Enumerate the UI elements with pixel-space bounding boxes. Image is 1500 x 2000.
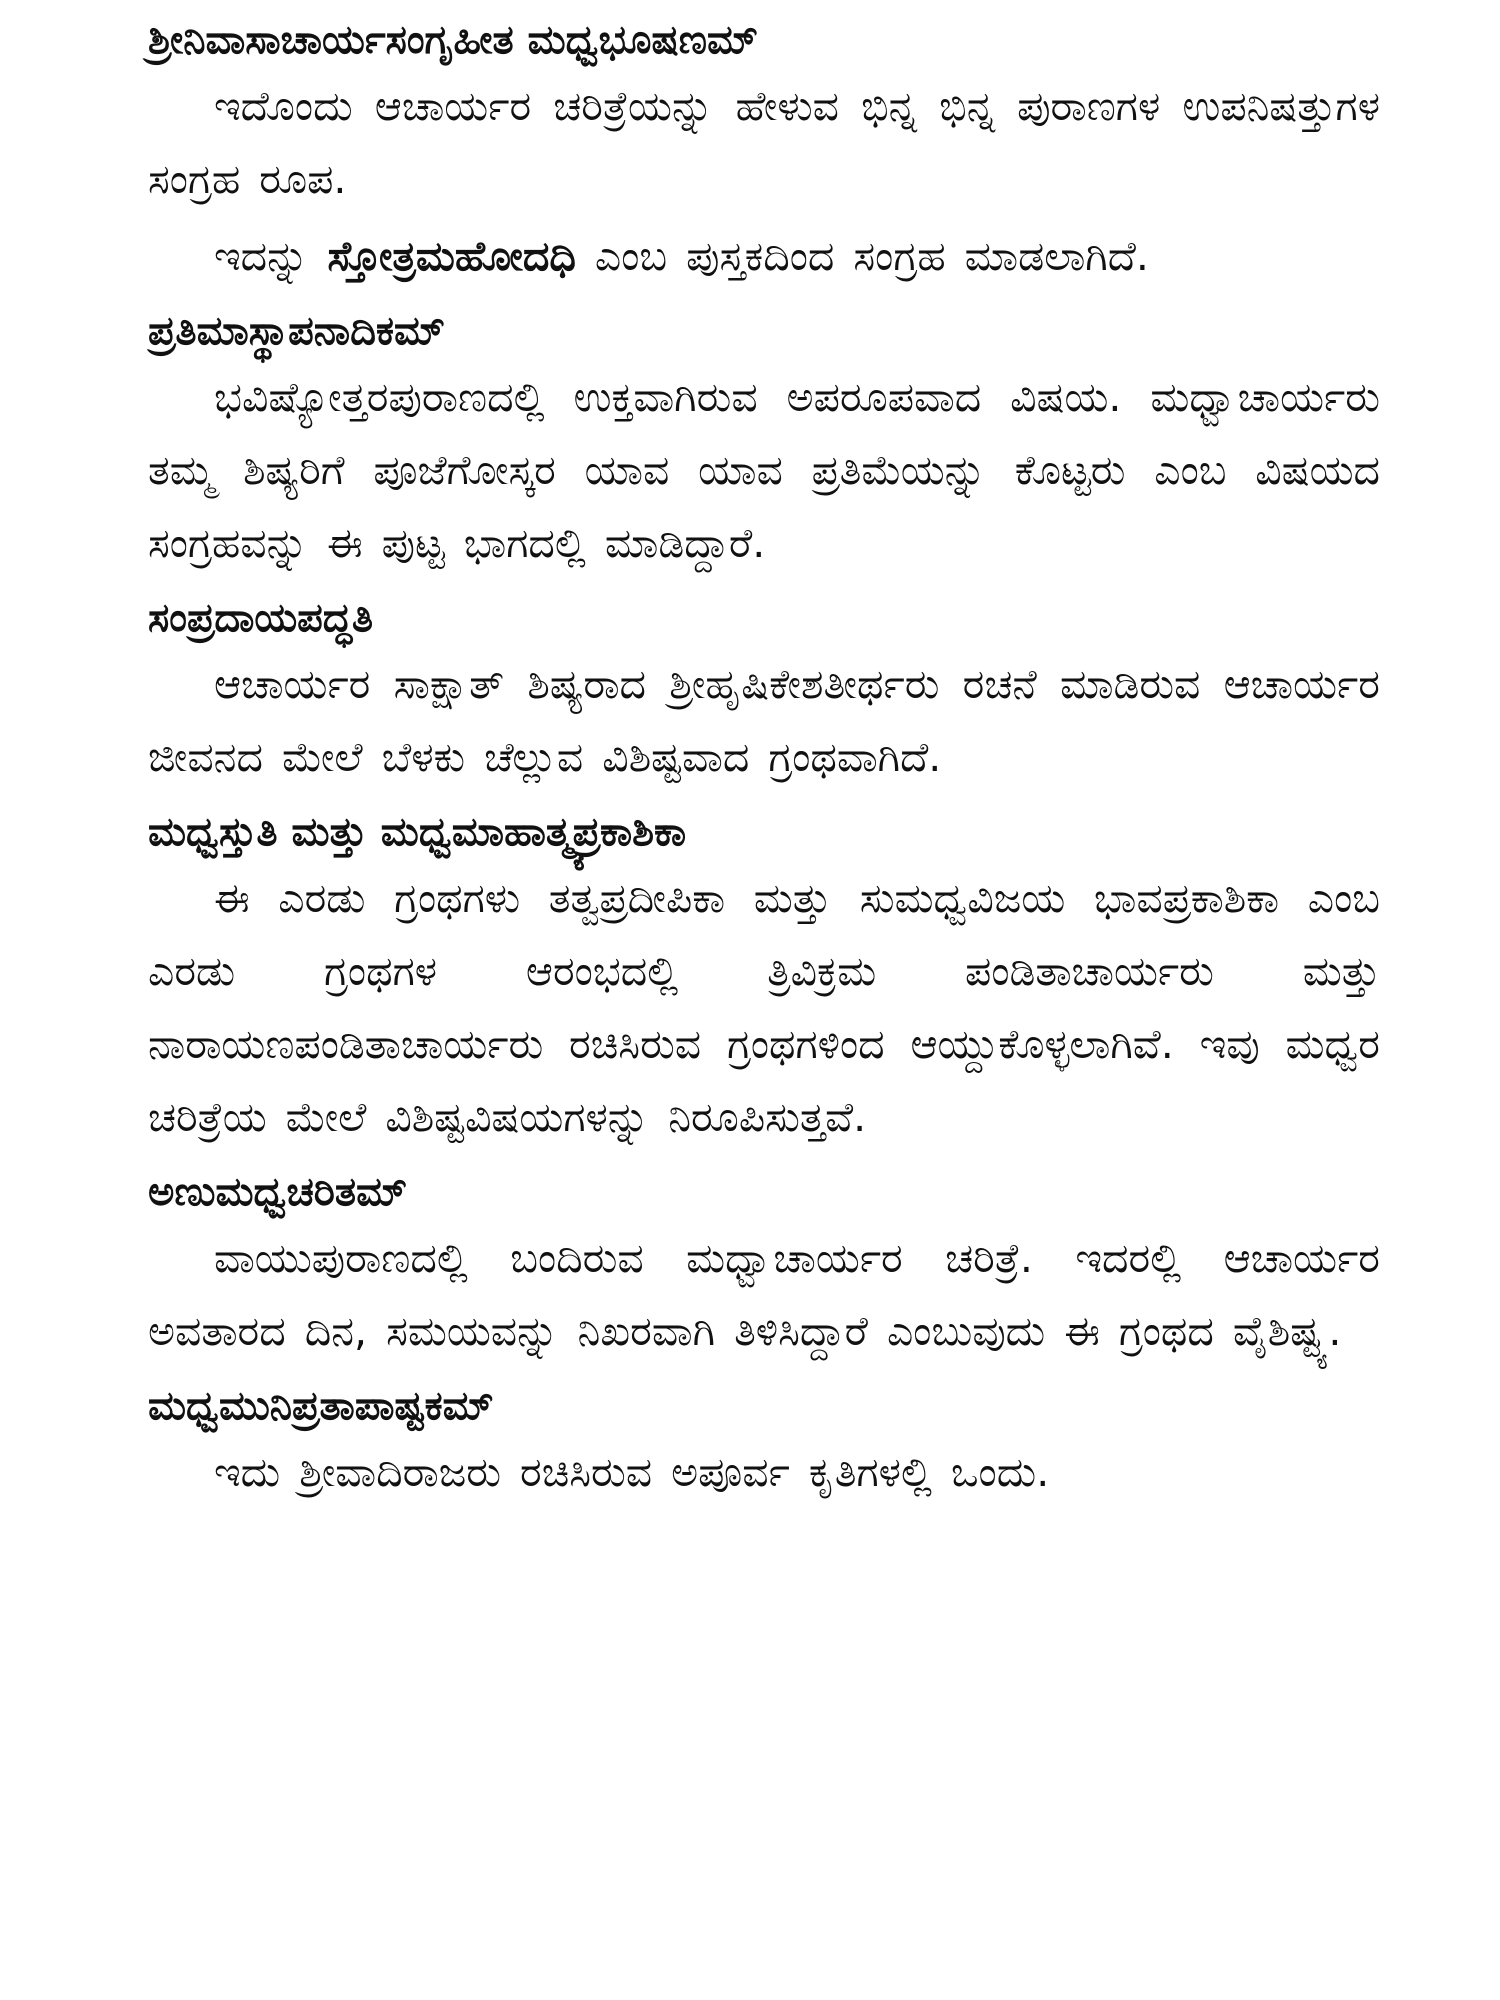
section-heading-anumadhvacharitam: ಅಣುಮಧ್ವಚರಿತಮ್	[148, 1169, 408, 1215]
paragraph-madhvamunipratapashtakam: ಇದು ಶ್ರೀವಾದಿರಾಜರು ರಚಿಸಿರುವ ಅಪೂರ್ವ ಕೃತಿಗಳಲ್ಲಿ ಒಂದು.	[214, 1448, 1050, 1496]
paragraph-madhvastuti: ಈ ಎರಡು ಗ್ರಂಥಗಳು ತತ್ವಪ್ರದೀಪಿಕಾ ಮತ್ತು ಸುಮಧ್ವವಿಜಯ ಭಾವಪ್ರಕಾಶಿಕಾ ಎಂಬ ಎರಡು ಗ್ರಂಥಗಳ ಆರಂಭದಲ್ಲಿ ತ್ರಿವಿಕ್ರಮ ಪಂಡಿತಾಚಾರ್ಯರು ಮತ್ತು ನಾರಾಯಣಪಂಡಿತಾಚಾರ್ಯರು ರಚಿಸಿರುವ ಗ್ರಂಥಗಳಿಂದ ಆಯ್ದುಕೊಳ್ಳಲಾಗಿವೆ. ಇವು ಮಧ್ವರ ಚರಿತ್ರೆಯ ಮೇಲೆ ವಿಶಿಷ್ಟವಿಷಯಗಳನ್ನು ನಿರೂಪಿಸುತ್ತವೆ.	[148, 874, 1380, 1141]
paragraph-text: ಎಂಬ ಪುಸ್ತಕದಿಂದ ಸಂಗ್ರಹ ಮಾಡಲಾಗಿದೆ.	[575, 232, 1149, 280]
section-heading-pratimasthapanadikam: ಪ್ರತಿಮಾಸ್ಥಾಪನಾದಿಕಮ್	[148, 308, 445, 354]
book-title-stotramahodadhi: ಸ್ತೋತ್ರಮಹೋದಧಿ	[327, 232, 576, 280]
document-page	[148, 10, 1380, 1509]
section-heading-madhvastuti: ಮಧ್ವಸ್ತುತಿ ಮತ್ತು ಮಧ್ವಮಾಹಾತ್ಮ್ಯಪ್ರಕಾಶಿಕಾ	[148, 809, 687, 855]
paragraph-madhvabhushanam-2	[148, 220, 1380, 293]
section-heading-sampradayapaddhati: ಸಂಪ್ರದಾಯಪದ್ಧತಿ	[148, 595, 374, 641]
section-heading-madhvamunipratapashtakam: ಮಧ್ವಮುನಿಪ್ರತಾಪಾಷ್ಟಕಮ್	[148, 1383, 494, 1429]
paragraph-pratimasthapanadikam: ಭವಿಷ್ಯೋತ್ತರಪುರಾಣದಲ್ಲಿ ಉಕ್ತವಾಗಿರುವ ಅಪರೂಪವಾದ ವಿಷಯ. ಮಧ್ವಾಚಾರ್ಯರು ತಮ್ಮ ಶಿಷ್ಯರಿಗೆ ಪೂಜೆಗೋಸ್ಕರ ಯಾವ ಯಾವ ಪ್ರತಿಮೆಯನ್ನು ಕೊಟ್ಟರು ಎಂಬ ವಿಷಯದ ಸಂಗ್ರಹವನ್ನು ಈ ಪುಟ್ಟ ಭಾಗದಲ್ಲಿ ಮಾಡಿದ್ದಾರೆ.	[148, 373, 1380, 567]
paragraph-madhvabhushanam-1: ಇದೊಂದು ಆಚಾರ್ಯರ ಚರಿತ್ರೆಯನ್ನು ಹೇಳುವ ಭಿನ್ನ ಭಿನ್ನ ಪುರಾಣಗಳ ಉಪನಿಷತ್ತುಗಳ ಸಂಗ್ರಹ ರೂಪ.	[148, 82, 1380, 203]
section-heading-madhvabhushanam: ಶ್ರೀನಿವಾಸಾಚಾರ್ಯಸಂಗೃಹೀತ ಮಧ್ವಭೂಷಣಮ್	[148, 17, 759, 63]
paragraph-sampradayapaddhati: ಆಚಾರ್ಯರ ಸಾಕ್ಷಾತ್ ಶಿಷ್ಯರಾದ ಶ್ರೀಹೃಷಿಕೇಶತೀರ್ಥರು ರಚನೆ ಮಾಡಿರುವ ಆಚಾರ್ಯರ ಜೀವನದ ಮೇಲೆ ಬೆಳಕು ಚೆಲ್ಲುವ ವಿಶಿಷ್ಟವಾದ ಗ್ರಂಥವಾಗಿದೆ.	[148, 660, 1380, 781]
paragraph-text: ಇದನ್ನು	[214, 232, 328, 280]
paragraph-anumadhvacharitam: ವಾಯುಪುರಾಣದಲ್ಲಿ ಬಂದಿರುವ ಮಧ್ವಾಚಾರ್ಯರ ಚರಿತ್ರೆ. ಇದರಲ್ಲಿ ಆಚಾರ್ಯರ ಅವತಾರದ ದಿನ, ಸಮಯವನ್ನು ನಿಖರವಾಗಿ ತಿಳಿಸಿದ್ದಾರೆ ಎಂಬುವುದು ಈ ಗ್ರಂಥದ ವೈಶಿಷ್ಟ್ಯ.	[148, 1234, 1380, 1355]
